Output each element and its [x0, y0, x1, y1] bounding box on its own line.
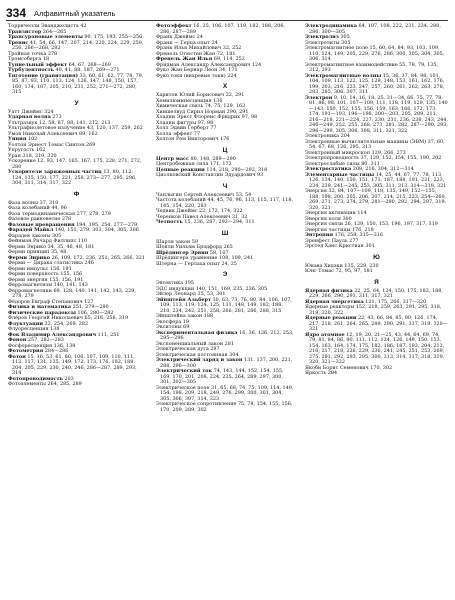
index-term: Ферми Энрико: [8, 254, 51, 261]
index-term: Туннельный эффект: [8, 61, 68, 68]
index-page-refs: 42: [78, 23, 87, 29]
index-term: Фёдоров Евграф Степанович: [8, 298, 83, 305]
index-page-refs: 26, 109, 172, 236, 251, 265, 266, 321: [50, 254, 145, 261]
index-term: Фотоэлементы: [8, 381, 46, 387]
index-term: Фуко токи (вихревые токи): [156, 72, 226, 79]
index-page-refs: 224: [225, 72, 237, 79]
index-term: Ядерные реакторы: [305, 304, 355, 310]
index-term: Холл Эдвин Герберт: [156, 125, 209, 131]
index-page-refs: 300: [340, 215, 352, 222]
index-page-refs: 34, 35, 46, 48, 181: [46, 243, 95, 250]
index-page-refs: 55, 78, 79, 135, 212, 293: [309, 61, 439, 73]
index-page-refs: 318, 319, 320: [20, 152, 57, 159]
index-term: Френель Огюстен Жан: [156, 50, 216, 57]
index-term: Ультразвук: [8, 119, 38, 126]
index-page-refs: 9, 10, 14, 16, 18, 25, 31—34, 66, 75, 77, 78, 81, 86, 98, 101, 107—109, 111, 118, 119, 129, 135, 140—143, 150, 152, 155, 156, 159, 163, 166, 172, 173, 174, 191—193, 196—198, 200—203, 205, 209, 211, 216—218, 221—224, 227, 230, 231, 236, 238, 243, 244, 246—249, 252, 255, 268, 273, 281, 282, 287—290, 293, 296—299, 305, 306, 308, 311, 321, 322: [309, 94, 448, 134]
index-term: Уолтон Эрнест Томас Синтон: [8, 141, 85, 148]
index-term: Экспериментальная физика: [156, 329, 238, 336]
index-page-refs: 97, 98: [196, 119, 214, 126]
index-page-refs: 264, 285, 289: [45, 381, 82, 387]
index-page-refs: 33, 60, 61, 62, 77, 78, 79, 85, 87, 93, 110, 113, 124, 126, 147, 148, 150, 157, 160, 174, 187, 205, 210, 231, 252, 271—272, 280, 315: [12, 72, 144, 95]
index-term: Ускорители заряженных частиц: [8, 169, 102, 175]
index-term: Экосфера: [156, 318, 182, 325]
index-page-refs: 32, 84, 107—109, 118, 135, 149, 152—155, 188, 198, 200, 205, 206, 207, 214, 215, 223, 254—260, 269, 271, 273, 274, 279, 281—290, 292, 294, 297, 319, 320, 321: [309, 188, 447, 211]
index-term: Франк — Герца опыт: [156, 39, 211, 46]
index-page-refs: 53, 54: [234, 191, 252, 198]
index-page-refs: 278: [60, 216, 72, 222]
index-term: Фотоэффект: [156, 23, 192, 29]
index-term: Фаза термодинамическая: [8, 210, 76, 217]
index-term: Эвтектика: [156, 280, 184, 286]
index-term: Унция: [8, 136, 27, 142]
index-page-refs: 140, 151, 279, 303, 304, 305, 306: [53, 227, 139, 233]
index-term: Штерна — Герлаха опыт: [156, 260, 220, 267]
section-letter: Ю: [373, 253, 380, 261]
index-term: Экспоненциальный закон: [156, 340, 224, 347]
index-term: Ядерные реакции: [305, 315, 357, 321]
index-term: Ультрафиолетовое излучение: [8, 125, 86, 131]
index-page-refs: 170, 302: [368, 364, 393, 371]
index-term: Энтропия: [305, 232, 334, 238]
index-page-refs: 121, 175, 266, 317—320: [363, 298, 427, 305]
index-term: Циолковский Константин Эдуардович: [156, 172, 256, 178]
index-page-refs: 75, 78, 154, 155, 156, 170, 209, 289, 302: [160, 401, 293, 413]
index-term: Фок Владимир Александрович: [8, 331, 97, 338]
index-entry: [156, 137, 294, 143]
index-page-refs: 140, 151, 169, 235, 236, 305: [194, 285, 268, 292]
index-term: Уран: [8, 152, 21, 159]
index-page-refs: 305: [339, 39, 351, 46]
index-term: Ферми Энрико: [8, 243, 47, 250]
index-page-refs: 37, 310: [38, 199, 59, 206]
index-page-refs: 162: [34, 147, 46, 153]
index-term: Четность: [156, 219, 183, 225]
index-page-refs: 111, 251: [96, 331, 120, 338]
index-page-refs: 284—286: [43, 348, 69, 354]
index-page-refs: 156, 191: [48, 265, 72, 272]
index-page-refs: 14, 25, 44, 67, 77, 78, 113, 126, 134, 140, 150, 151, 173, 187, 188, 191, 221, 223, 234, 239, 241—245, 253, 305, 311, 313, 314—318, 321: [309, 171, 447, 189]
index-term: Эрстед Ханс Кристиан: [305, 243, 364, 249]
index-entry: [305, 46, 448, 63]
index-term: Умов Николай Алексеевич: [8, 130, 78, 137]
index-term: Шрёдингер Эрвин: [156, 249, 209, 256]
index-term: Фазовое равновесие: [8, 216, 61, 222]
index-term: Тройная точка: [8, 50, 47, 57]
index-term: Энергия частицы: [305, 226, 351, 233]
index-page-refs: 114: [355, 210, 367, 216]
index-page-refs: 15, 16, 53, 61, 80, 106, 107, 109, 110, 111, 112, 117, 131, 135, 149, 172, 173, 176, 182, 188, 204, 205, 229, 230, 240, 246, 286—287, 289, 293, 314: [12, 353, 137, 376]
index-page-refs: 257, 282—283: [26, 337, 64, 343]
index-page-refs: 69, 128, 140, 141, 142, 143, 229, 278, 279: [12, 287, 136, 299]
index-entry: [305, 316, 448, 333]
index-page-refs: 281: [223, 340, 234, 347]
index-term: Ферми поверхность: [8, 271, 59, 277]
index-page-refs: 13, 80, 112, 124, 135, 150, 177, 221, 258, 273—277, 295, 296, 304, 311, 314, 317, 322: [12, 169, 137, 186]
index-page-refs: 77: [208, 125, 217, 131]
index-page-refs: 35, 53, 301: [195, 291, 226, 297]
index-term: Хемилюминесценция: [156, 97, 212, 104]
index-page-refs: 64, 107, 108, 222, 231, 234, 280, 286, 300—305: [309, 23, 441, 35]
index-term: Электрическая дуга: [156, 346, 209, 352]
index-page-refs: 41, 54, 66, 147, 207, 214, 220, 224, 229, 259, 256, 266—268, 282: [12, 39, 144, 51]
index-term: Яркость: [305, 370, 327, 376]
index-term: Электрическое поле: [156, 384, 210, 391]
index-term: Эйлер Леонард: [156, 291, 196, 297]
index-page-refs: 74, 75, 129, 163: [203, 103, 246, 109]
index-entry: [305, 189, 448, 211]
index-page-refs: 135, 229, 230: [342, 262, 379, 269]
index-term: Турбулентность: [8, 67, 54, 73]
index-page-refs: 34, 171: [217, 67, 238, 73]
index-term: Ферми — Дирака статистика: [8, 260, 83, 266]
running-title: Алфавитный указатель: [34, 9, 116, 18]
index-term: Электронный микроскоп: [305, 149, 371, 156]
index-page-refs: 93: [255, 172, 264, 178]
index-page-refs: 16, 25, 106, 107, 119, 182, 188, 206, 286, 287—289: [160, 23, 285, 35]
index-term: Ускорение: [8, 158, 36, 164]
index-entry: [156, 220, 294, 226]
index-page-refs: 208, 216, 304, 312—314: [351, 166, 414, 172]
page-header: [6, 2, 448, 21]
index-page-refs: 102: [26, 136, 38, 142]
index-page-refs: 155, 156, 191: [47, 276, 84, 283]
index-page-refs: 176, 258, 315—316: [333, 232, 384, 238]
index-term: Хладни фигуры: [156, 119, 197, 126]
index-term: Эренфест Пауль: [305, 237, 348, 244]
index-term: Хладни Эрнст Флоренс Фридрих: [156, 114, 241, 120]
section-letter: Ф: [73, 190, 80, 198]
section-letter: Ц: [222, 146, 228, 154]
index-term: Электронные вычислительные машины (ЭВМ): [305, 138, 427, 145]
index-entry: [156, 74, 294, 80]
index-page-refs: 136, 138: [52, 342, 76, 349]
index-term: Холтон Рем Викторович: [156, 136, 219, 142]
index-term: Эйнштейна закон: [156, 313, 203, 319]
index-page-refs: 194, 195, 254, 277—279: [74, 221, 138, 228]
index-page-refs: 69, 114, 252: [212, 56, 245, 62]
index-entry: [8, 74, 145, 96]
index-page-refs: 44, 45, 76, 96, 113, 115, 117, 118, 145, 154, 220, 283: [160, 197, 294, 209]
index-term: Шокли Уильям Брэдфорд: [156, 244, 222, 250]
index-page-refs: 114, 218, 290—292, 318: [204, 166, 268, 173]
index-term: Шрёдингера уравнение: [156, 255, 218, 261]
index-term: Черенков Павел Алексеевич: [156, 213, 231, 220]
index-term: Тренис: [8, 39, 29, 46]
index-entry: [8, 170, 145, 187]
index-page-refs: 18: [41, 56, 50, 62]
index-term: Ферромагнетики: [8, 287, 52, 294]
index-page-refs: 195: [183, 280, 194, 286]
index-page-refs: 72, 181: [215, 50, 236, 57]
index-term: Чедвик Джеймс: [156, 208, 198, 214]
index-term: Электростатика: [305, 166, 352, 172]
index-page-refs: 304: [227, 351, 239, 358]
index-term: Элементарные частицы: [305, 171, 375, 178]
index-page-refs: 155, 156: [58, 271, 83, 277]
index-term: Центр масс: [156, 155, 189, 162]
index-page-refs: 22, 25, 64, 124, 150, 175, 182, 188, 229, 266, 290, 293, 311, 317, 321: [309, 287, 443, 299]
index-page-refs: 265: [221, 244, 233, 250]
index-page-refs: 203: [62, 375, 74, 382]
index-page-refs: 74, 143, 144, 152, 154, 155, 169, 170, 201, 208, 224, 235, 264, 289, 297, 300, 301, 302—305: [160, 368, 284, 385]
index-entry: [305, 371, 448, 377]
index-page-refs: 58, 107: [208, 249, 229, 256]
index-term: Упругость: [8, 147, 35, 153]
index-page-refs: 40, 41, 88, 187, 269—271: [53, 67, 120, 73]
index-column-1: [8, 24, 145, 388]
index-entry: [156, 369, 294, 386]
index-page-refs: 80, 148, 289—290: [188, 155, 236, 162]
index-page-refs: 89, 162: [77, 130, 98, 137]
index-page-refs: 106, 280—282: [75, 309, 114, 316]
index-page-refs: 30, 63, 73, 76, 80, 84, 106, 107, 109, 113, 119, 124, 125, 131, 148, 149, 182, 188, 210, 234, 242, 251, 258, 266, 281, 286, 288, 315: [160, 296, 292, 314]
index-page-refs: 31, 32: [230, 213, 248, 220]
index-term: Фаза волны: [8, 199, 39, 206]
index-entry: [305, 333, 448, 366]
index-term: Цепные реакции: [156, 166, 205, 173]
index-term: Флёров Георгий Николаевич: [8, 315, 83, 321]
index-term: Электрический заряд и закон: [156, 357, 243, 363]
index-page-refs: 277, 278, 279: [75, 210, 111, 217]
index-term: Харитон Юлий Борисович: [156, 92, 225, 98]
index-term: Электрослабые силы: [305, 160, 360, 167]
section-letter: Э: [222, 271, 228, 278]
section-letter: Ш: [221, 229, 229, 237]
index-entry: [156, 262, 294, 268]
index-term: Электрический ток: [156, 368, 213, 374]
page-number: 334: [6, 6, 27, 20]
index-page-refs: 15, 36, 37, 84, 98, 101, 104, 109, 113, 122, 125, 129, 148, 153, 161, 162, 176, 199, 203, 216, 223, 247, 257, 260, 261, 262, 263, 278, 283, 285, 306, 307, 311: [309, 72, 445, 95]
index-page-refs: 24, 25: [219, 260, 237, 267]
index-page-refs: 59: [190, 238, 198, 245]
index-page-refs: 127: [82, 298, 94, 305]
index-term: Ферми импульс: [8, 265, 49, 272]
index-term: Фотон: [8, 353, 26, 360]
index-page-refs: 24: [195, 34, 203, 40]
index-page-refs: 80, 311: [359, 160, 380, 167]
index-page-refs: 290, 291: [225, 108, 249, 115]
index-term: Электромагнитное взаимодействие: [305, 61, 398, 68]
index-term: Торричелли Эванджелиста: [8, 23, 79, 29]
index-term: Физика и математика: [8, 304, 72, 310]
index-term: Энергия связи: [305, 221, 343, 227]
index-page-refs: 31, 65, 68, 74, 75, 109, 114, 149, 154, 198, 209, 218, 249, 276, 299, 300, 301, 304, 305, 306, 307, 314, 323: [160, 384, 294, 402]
index-term: Френель Жан Илья: [156, 56, 213, 62]
index-term: Ферми энергия: [8, 276, 48, 283]
index-term: Фотометрия: [8, 348, 44, 354]
index-term: Шарля закон: [156, 238, 191, 245]
index-term: Фуко Жан Бернар Леон: [156, 67, 218, 73]
index-entry: [156, 386, 294, 403]
index-term: Энергия активации: [305, 210, 356, 216]
index-term: Фейнман Ричард Филлипс: [8, 238, 77, 244]
index-term: Электролиз: [305, 34, 339, 40]
index-term: Частота колебаний: [156, 197, 206, 203]
index-page-refs: 305: [338, 34, 350, 40]
index-page-refs: 138: [48, 326, 60, 332]
index-page-refs: 77: [192, 130, 200, 137]
index-term: Фридман Александр Александрович: [156, 61, 251, 68]
index-term: Электромагнитные волны: [305, 72, 382, 79]
index-page-refs: 35, 48: [49, 249, 67, 255]
index-term: Ферми принцип: [8, 249, 50, 255]
index-page-refs: 269: [84, 141, 96, 148]
index-term: Фотопроводимость: [8, 375, 63, 382]
index-term: Транзистор: [8, 28, 42, 35]
index-entry: [8, 382, 145, 388]
index-page-refs: 129, 266, 273: [370, 149, 406, 156]
index-page-refs: 140, 141, 143: [52, 282, 88, 288]
index-term: Электрическое сопротивление: [156, 401, 237, 407]
index-term: Флуоресценция: [8, 326, 49, 332]
index-term: Энергия поля: [305, 215, 341, 222]
index-term: Уатт Джеймс: [8, 108, 43, 115]
index-term: Электрическая постоянная: [156, 351, 228, 358]
index-page-refs: 152, 218, 259, 263, 291, 295, 318, 319, 320, 322: [309, 304, 442, 316]
index-entry: [156, 173, 294, 179]
section-letter: У: [74, 99, 79, 107]
index-page-refs: 44, 96: [49, 205, 67, 211]
index-page-refs: 22, 172, 174, 322: [197, 208, 243, 214]
index-entry: [305, 96, 448, 135]
index-term: Электромагнитное поле: [305, 45, 368, 51]
index-term: Экситоны: [156, 324, 182, 330]
index-term: Ядерная энергетика: [305, 298, 364, 305]
index-page-refs: 301: [363, 243, 375, 249]
index-term: Фарадея законы: [8, 232, 51, 239]
index-page-refs: 32, 254, 269, 282: [42, 320, 89, 327]
index-page-refs: 176, 218: [350, 226, 374, 233]
index-term: Флуктуации: [8, 320, 43, 327]
index-term: Эйнштейн Альберт: [156, 296, 211, 303]
index-page-refs: 90, 175, 193, 255—256: [82, 34, 143, 40]
index-page-refs: 32, 252: [221, 45, 242, 51]
index-page-refs: 324: [42, 108, 54, 115]
section-letter: Я: [374, 278, 379, 286]
index-page-refs: 22, 43, 66, 84, 85, 90, 126, 174, 217, 218, 261, 264, 265, 289, 290, 291, 317, 319, 320—321: [309, 315, 448, 332]
index-term: Физические парадоксы: [8, 309, 76, 316]
index-term: Фарадей Майкл: [8, 227, 54, 233]
index-page-refs: 171, 172: [208, 161, 232, 167]
index-page-refs: 64, 67, 268—269: [67, 61, 111, 68]
index-term: ЭДС индукции: [156, 285, 195, 292]
index-term: Тромсоберга: [8, 56, 42, 62]
index-term: Юнг Томас: [305, 268, 334, 274]
index-term: Фонон: [8, 337, 27, 343]
index-page-refs: 26, 129, 150, 153, 196, 197, 317, 319: [343, 221, 438, 227]
index-term: Ядерная физика: [305, 287, 353, 294]
index-entry: [305, 173, 448, 190]
index-page-refs: 246: [82, 260, 94, 266]
index-term: Франк Илья Михайлович: [156, 45, 222, 51]
index-column-2: [156, 24, 294, 413]
index-page-refs: 124: [250, 61, 262, 68]
index-term: Чаплыгин Сергей Алексеевич: [156, 191, 235, 198]
index-page-refs: 108, 109, 241: [217, 255, 254, 261]
index-page-refs: 97, 98: [240, 114, 258, 120]
index-page-refs: 15, 60, 64, 84, 93, 103, 109, 110, 124, 149, 205, 229, 276, 286, 300, 305, 304, 305, 306, 314: [309, 45, 445, 62]
index-term: Энергия: [305, 188, 327, 194]
index-term: Электропроводность: [305, 155, 359, 161]
index-page-refs: 176: [218, 136, 230, 142]
index-term: Ударная волна: [8, 114, 51, 120]
index-page-refs: 65, 216, 256, 319: [82, 315, 129, 321]
index-page-refs: 305: [50, 232, 62, 239]
index-term: Фазовые превращения: [8, 221, 75, 228]
index-entry: [156, 298, 294, 315]
index-entry: [156, 402, 294, 413]
index-term: Трансурановые элементы: [8, 34, 83, 40]
index-column-3: [305, 24, 448, 377]
index-term: Электроника: [305, 133, 340, 139]
index-page-refs: 297: [208, 346, 220, 352]
index-page-refs: 72, 95, 97, 181: [333, 268, 373, 274]
section-letter: Х: [222, 83, 228, 90]
index-term: Химическая связь: [156, 103, 204, 109]
index-page-refs: 22, 291: [224, 92, 245, 98]
index-page-refs: 204: [339, 133, 350, 139]
index-entry: [305, 269, 448, 275]
index-term: Электролиты: [305, 39, 340, 46]
index-page-refs: 277: [347, 237, 359, 244]
index-term: Электрон: [305, 94, 333, 101]
index-page-refs: 12, 93, 147, 165, 167, 175, 228, 271, 272, 280: [12, 158, 142, 170]
index-term: Юкава Хидэки: [305, 262, 343, 269]
index-page-refs: 19: [181, 318, 190, 325]
index-entry: [8, 355, 145, 377]
index-page-refs: 251, 279—280: [71, 304, 109, 310]
index-page-refs: 12, 58, 87, 88, 141, 212, 213: [37, 119, 111, 126]
index-term: Ядро атомное: [305, 331, 345, 338]
index-term: Тяготение (гравитация): [8, 72, 78, 79]
index-page-refs: 16, 36, 126, 212, 253, 295—296: [160, 329, 294, 341]
index-term: Холла эффект: [156, 130, 193, 137]
index-term: Центробежная сила: [156, 161, 209, 167]
index-page-refs: 284: [326, 370, 338, 376]
index-page-refs: 37, 60, 54, 67, 68, 126, 295, 313: [309, 138, 445, 150]
section-letter: Ч: [222, 182, 228, 190]
index-page-refs: 131, 137, 200, 221, 288, 296—300: [160, 357, 293, 369]
index-page-refs: 188: [202, 313, 214, 319]
index-term: Фаза колебаний: [8, 205, 50, 211]
index-term: Франк Джеймс: [156, 34, 196, 40]
index-term: Хиншелвуд Сирил Норман: [156, 108, 226, 115]
index-page-refs: 273: [50, 114, 62, 120]
index-entry: [305, 244, 448, 250]
index-page-refs: 43, 120, 137, 259, 262: [85, 125, 143, 131]
index-page-refs: 264—265: [41, 28, 67, 35]
index-page-refs: 110: [76, 238, 88, 244]
index-term: Фосфоресценция: [8, 342, 53, 349]
index-term: Якоби Борис Семенович: [305, 364, 369, 371]
index-page-refs: 15, 236, 287, 292—294, 311: [182, 219, 255, 225]
index-term: Ферромагнетизм: [8, 282, 53, 288]
index-page-refs: 37, 129, 152, 154, 155, 190, 202: [358, 155, 442, 161]
index-page-refs: 24: [210, 39, 218, 46]
index-page-refs: 69: [181, 324, 190, 330]
index-term: Электродинамика: [305, 23, 357, 29]
index-page-refs: 136: [211, 97, 223, 104]
index-page-refs: 12, 19, 20, 21—25, 43, 44, 64, 69, 74, 79, 81, 84, 86, 90, 111, 112, 124, 126, 149, 150, 153, 154, 163, 164, 174, 175, 182, 186, 187, 192, 204, 212, 216, 217, 218, 226, 229, 236, 241, 245, 251, 253, 269, 275, 291, 292, 293, 295, 300, 313, 314, 317, 318, 319, 320, 321—322: [309, 331, 445, 365]
index-page-refs: 278: [46, 50, 58, 57]
index-entry: [305, 74, 448, 96]
